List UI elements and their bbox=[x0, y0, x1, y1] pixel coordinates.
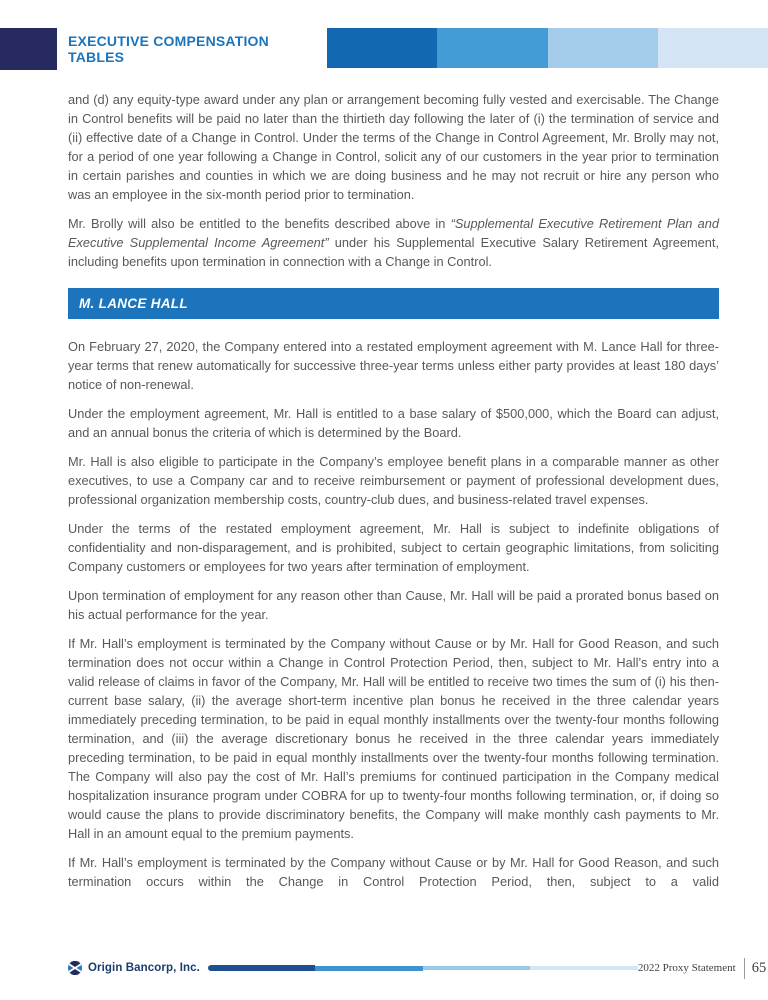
page-footer bbox=[68, 956, 767, 980]
footer-company-name: Origin Bancorp, Inc. bbox=[88, 962, 200, 974]
paragraph-text: under his Supplemental Executive Salary Retirement Agreement, including benefits upon termination in connection with a Change in Control. bbox=[68, 235, 719, 269]
gradient-segment bbox=[423, 966, 531, 970]
page-title-line1: EXECUTIVE COMPENSATION bbox=[68, 33, 269, 49]
gradient-segment bbox=[548, 28, 658, 68]
gradient-segment bbox=[437, 28, 547, 68]
section-heading-bar bbox=[68, 288, 719, 319]
paragraph: Under the employment agreement, Mr. Hall is entitled to a base salary of $500,000, which the Board can adjust, and an annual bonus the criteria of which is determined by the Board. bbox=[68, 406, 719, 440]
paragraph: If Mr. Hall’s employment is terminated by the Company without Cause or by Mr. Hall for Good Reason, and such termination does not occur within a Change in Control Protection Period, then, subject to Mr. Hall’s entry into a valid release of claims in favor of the Company, Mr. Hall will be entitled to receive two times the sum of (i) his then-current base salary, (ii) the average short-term incentive plan bonus he received in the three calendar years immediately preceding termination, to be paid in equal monthly installments over the twenty-four months following termination, and (iii) the average discretionary bonus he received in the three calendar years immediately preceding termination, to be paid in equal monthly installments over the twenty-four months following termination. The Company will also pay the cost of Mr. Hall’s premiums for continued participation in the Company medical hospitalization insurance program under COBRA for up to twenty-four months following termination, or, if doing so would cause the plans to provide discriminatory benefits, the Company will make monthly cash payments to Mr. Hall in an amount equal to the premium payments. bbox=[68, 636, 719, 841]
footer-page-number: 65 bbox=[751, 959, 767, 976]
origin-bancorp-logo-icon bbox=[68, 961, 82, 975]
document-body bbox=[68, 90, 719, 901]
paragraph: Mr. Hall is also eligible to participate in the Company’s employee benefit plans in a comparable manner as other executives, to use a Company car and to receive reimbursement or payment of professional development dues, professional organization membership costs, country-club dues, and business-related travel expenses. bbox=[68, 454, 719, 507]
paragraph: If Mr. Hall’s employment is terminated by the Company without Cause or by Mr. Hall for Good Reason, and such termination occurs within the Change in Control Protection Period, then, subject to a valid bbox=[68, 855, 719, 889]
paragraph bbox=[68, 214, 719, 271]
gradient-segment bbox=[208, 965, 316, 971]
section-heading: M. LANCE HALL bbox=[79, 296, 188, 311]
footer-page-info bbox=[638, 958, 766, 979]
footer-divider bbox=[744, 958, 745, 979]
paragraph: On February 27, 2020, the Company entered into a restated employment agreement with M. Lance Hall for three-year terms that renew automatically for successive three-year terms unless either party provides at least 180 days’ notice of non-renewal. bbox=[68, 339, 719, 392]
italic-reference: “Supplemental Executive Retirement Plan and Executive Supplemental Income Agreement” bbox=[68, 216, 719, 250]
header-accent-square bbox=[0, 28, 57, 70]
paragraph-text: Mr. Brolly will also be entitled to the benefits described above in bbox=[68, 216, 451, 231]
footer-gradient-bar bbox=[208, 965, 638, 971]
page-title-line2: TABLES bbox=[68, 49, 125, 65]
gradient-segment bbox=[530, 966, 638, 970]
paragraph: and (d) any equity-type award under any plan or arrangement becoming fully vested and exercisable. The Change in Control benefits will be paid no later than the thirtieth day following the later of (i) the termination of service and (ii) effective date of a Change in Control. Under the terms of the Change in Control Agreement, Mr. Brolly may not, for a period of one year following a Change in Control, solicit any of our customers in the year prior to termination in certain parishes and counties in which we are doing business and he may not recruit or hire any person who was an employee in the six-month period prior to termination. bbox=[68, 92, 719, 202]
footer-document-title: 2022 Proxy Statement bbox=[637, 962, 736, 974]
gradient-segment bbox=[327, 28, 437, 68]
paragraph: Upon termination of employment for any reason other than Cause, Mr. Hall will be paid a prorated bonus based on his actual performance for the year. bbox=[68, 588, 719, 622]
gradient-segment bbox=[315, 966, 423, 971]
page-title bbox=[68, 33, 269, 65]
header-gradient-bar bbox=[327, 28, 768, 68]
paragraph: Under the terms of the restated employment agreement, Mr. Hall is subject to indefinite obligations of confidentiality and non-disparagement, and is prohibited, subject to certain geographic limitations, from soliciting Company customers or employees for two years after termination of employment. bbox=[68, 521, 719, 574]
gradient-segment bbox=[658, 28, 768, 68]
